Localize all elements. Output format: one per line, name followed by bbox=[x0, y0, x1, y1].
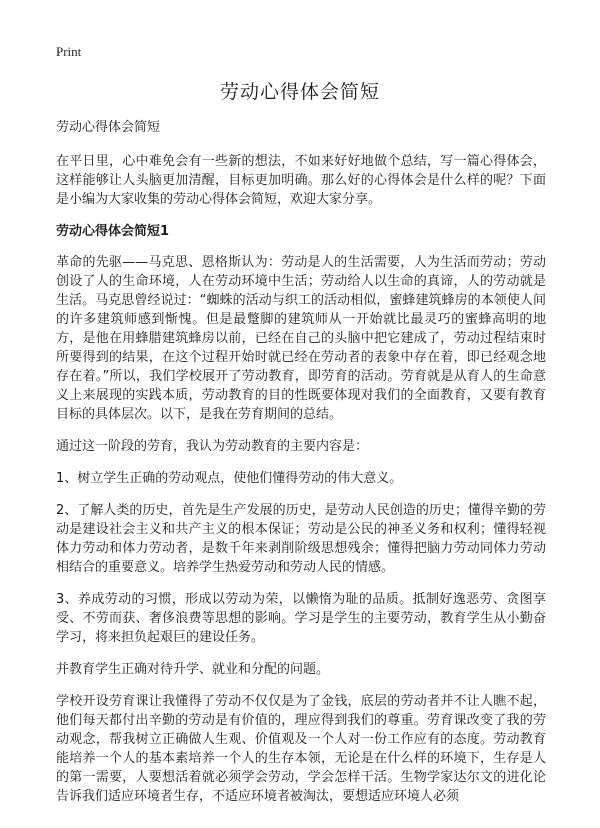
list-item-3: 3、养成劳动的习惯，形成以劳动为荣，以懒惰为耻的品质。抵制好逸恶劳、贪图享受、不劳而获、奢侈浪费等思想的影响。学习是学生的主要劳动，教育学生从小勤奋学习，将来担负起艰巨的建设任务。 bbox=[56, 592, 546, 645]
intro-paragraph: 在平日里，心中难免会有一些新的想法，不如来好好地做个总结，写一篇心得体会，这样能够让人头脑更加清醒，目标更加明确。那么好的心得体会是什么样的呢？下面是小编为大家收集的劳动心得体会简短，欢迎大家分享。 bbox=[56, 154, 546, 207]
article-subtitle: 劳动心得体会简短 bbox=[56, 120, 161, 135]
section-heading: 劳动心得体会简短1 bbox=[56, 224, 170, 239]
article-body bbox=[56, 118, 546, 819]
list-item-1: 1、树立学生正确的劳动观点，使他们懂得劳动的伟大意义。 bbox=[56, 471, 403, 486]
print-link[interactable]: Print bbox=[56, 44, 82, 59]
body-paragraph: 学校开设劳育课让我懂得了劳动不仅仅是为了金钱，底层的劳动者并不让人瞧不起，他们每天都付出辛勤的劳动是有价值的，理应得到我们的尊重。劳育课改变了我的劳动观念，帮我树立正确做人生观、价值观及一个人对一份工作应有的态度。劳动教育能培养一个人的基本素培养一个人的生存本领，无论是在什么样的环境下，生存是人的第一需要，人要想活着就必须学会劳动，学会怎样干活。生物学家达尔文的进化论告诉我们适应环境者生存，不适应环境者被淘汰，要想适应环境人必须 bbox=[56, 694, 546, 804]
body-paragraph: 通过这一阶段的劳育，我认为劳动教育的主要内容是： bbox=[56, 439, 369, 454]
body-paragraph: 革命的先驱——马克思、恩格斯认为：劳动是人的生活需要，人为生活而劳动；劳动创设了人的生命环境，人在劳动环境中生活；劳动给人以生命的真谛，人的劳动就是生活。马克思曾经说过：“蜘蛛的活动与织工的活动相似，蜜蜂建筑蜂房的本领使人间的许多建筑师感到惭愧。但是最蹩脚的建筑师从一开始就比最灵巧的蜜蜂高明的地方，是他在用蜂腊建筑蜂房以前，已经在自己的头脑中把它建成了，劳动过程结束时所要得到的结果，在这个过程开始时就已经在劳动者的表象中存在着，即已经观念地存在着。”所以，我们学校展开了劳动教育，即劳育的活动。劳育就是从育人的生命意义上来展现的实践本质，劳动教育的目的性既要体现对我们的全面教育，又要有教育目标的具体层次。以下，是我在劳育期间的总结。 bbox=[56, 255, 546, 422]
page-title: 劳动心得体会简短 bbox=[219, 81, 380, 103]
list-item-2: 2、了解人类的历史，首先是生产发展的历史，是劳动人民创造的历史；懂得辛勤的劳动是建设社会主义和共产主义的根本保证；劳动是公民的神圣义务和权利；懂得轻视体力劳动和体力劳动者，是数千年来剥削阶级思想残余；懂得把脑力劳动同体力劳动相结合的重要意义。培养学生热爱劳动和劳动人民的情感。 bbox=[56, 503, 546, 575]
body-paragraph: 并教育学生正确对待升学、就业和分配的问题。 bbox=[56, 662, 330, 677]
